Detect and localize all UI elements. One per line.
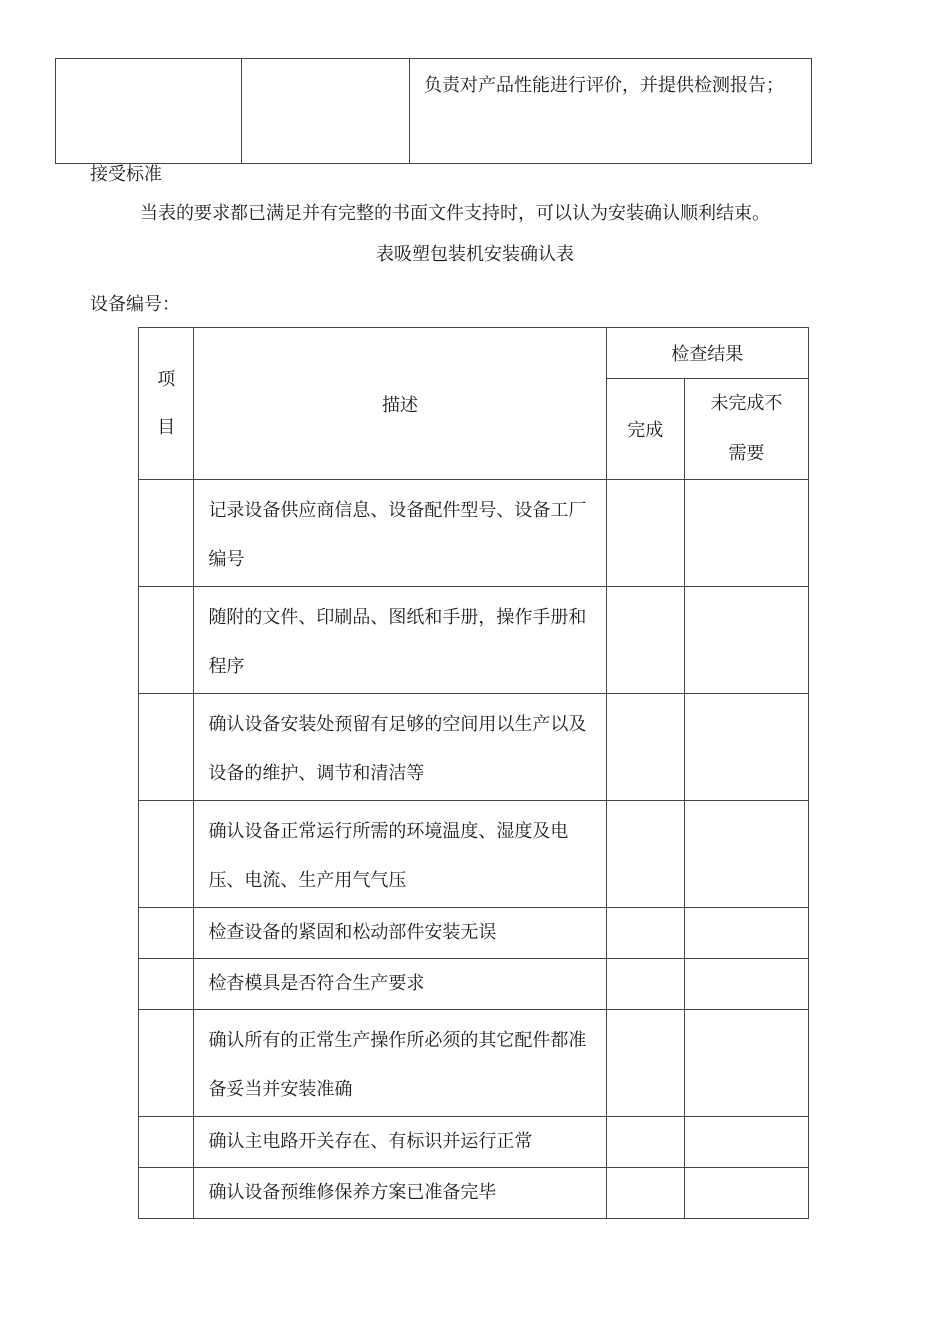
item-cell — [139, 1010, 194, 1117]
acceptance-body: 当表的要求都已满足并有完整的书面文件支持时，可以认为安装确认顺利结束。 — [140, 203, 770, 224]
empty-cell — [56, 59, 242, 164]
na-cell[interactable] — [684, 908, 808, 959]
na-cell[interactable] — [684, 1168, 808, 1219]
done-cell[interactable] — [606, 587, 684, 694]
equipment-number-label: 设备编号： — [90, 294, 180, 315]
table-row — [139, 1117, 809, 1168]
acceptance-heading: 接受标准 — [90, 164, 162, 185]
desc-cell: 检查设备的紧固和松动部件安装无误 — [194, 908, 606, 959]
header-desc: 描述 — [194, 328, 606, 480]
done-cell[interactable] — [606, 1168, 684, 1219]
desc-cell: 检杳模具是否符合生产要求 — [194, 959, 606, 1010]
header-item — [139, 328, 194, 480]
desc-cell: 确认主电路开关存在、有标识并运行正常 — [194, 1117, 606, 1168]
table-row — [139, 801, 809, 908]
header-row — [139, 328, 809, 379]
done-cell[interactable] — [606, 480, 684, 587]
done-cell[interactable] — [606, 1010, 684, 1117]
header-result: 检查结果 — [606, 328, 808, 379]
na-cell[interactable] — [684, 959, 808, 1010]
empty-cell — [242, 59, 410, 164]
table-row — [139, 694, 809, 801]
desc-cell: 确认所有的正常生产操作所必须的其它配件都准备妥当并安装准确 — [194, 1010, 606, 1117]
table-row — [139, 1168, 809, 1219]
na-cell[interactable] — [684, 480, 808, 587]
header-na-label: 未完成不需要 — [710, 393, 783, 464]
desc-cell: 记录设备供应商信息、设备配件型号、设备工厂编号 — [194, 480, 606, 587]
desc-cell: 随附的文件、印刷品、图纸和手册，操作手册和程序 — [194, 587, 606, 694]
item-cell — [139, 1117, 194, 1168]
header-item-label: 项目 — [157, 368, 176, 438]
na-cell[interactable] — [684, 1117, 808, 1168]
na-cell[interactable] — [684, 587, 808, 694]
item-cell — [139, 694, 194, 801]
table-row — [139, 908, 809, 959]
done-cell[interactable] — [606, 959, 684, 1010]
item-cell — [139, 1168, 194, 1219]
desc-cell: 确认设备正常运行所需的环境温度、湿度及电压、电流、生产用气气压 — [194, 801, 606, 908]
done-cell[interactable] — [606, 694, 684, 801]
item-cell — [139, 908, 194, 959]
installation-check-table — [138, 327, 809, 1219]
done-cell[interactable] — [606, 801, 684, 908]
responsibility-text: 负责对产品性能进行评价，并提供检测报告； — [410, 59, 812, 164]
table-row — [56, 59, 812, 164]
form-title: 表吸塑包装机安装确认表 — [376, 244, 574, 265]
desc-cell: 确认设备预维修保养方案已准备完毕 — [194, 1168, 606, 1219]
table-row — [139, 1010, 809, 1117]
item-cell — [139, 587, 194, 694]
na-cell[interactable] — [684, 1010, 808, 1117]
item-cell — [139, 959, 194, 1010]
na-cell[interactable] — [684, 801, 808, 908]
item-cell — [139, 801, 194, 908]
table-row — [139, 480, 809, 587]
table-row — [139, 587, 809, 694]
table-row — [139, 959, 809, 1010]
responsibility-table-fragment — [55, 58, 812, 164]
desc-cell: 确认设备安装处预留有足够的空间用以生产以及设备的维护、调节和清洁等 — [194, 694, 606, 801]
header-done: 完成 — [606, 379, 684, 480]
done-cell[interactable] — [606, 1117, 684, 1168]
done-cell[interactable] — [606, 908, 684, 959]
item-cell — [139, 480, 194, 587]
na-cell[interactable] — [684, 694, 808, 801]
header-na — [684, 379, 808, 480]
